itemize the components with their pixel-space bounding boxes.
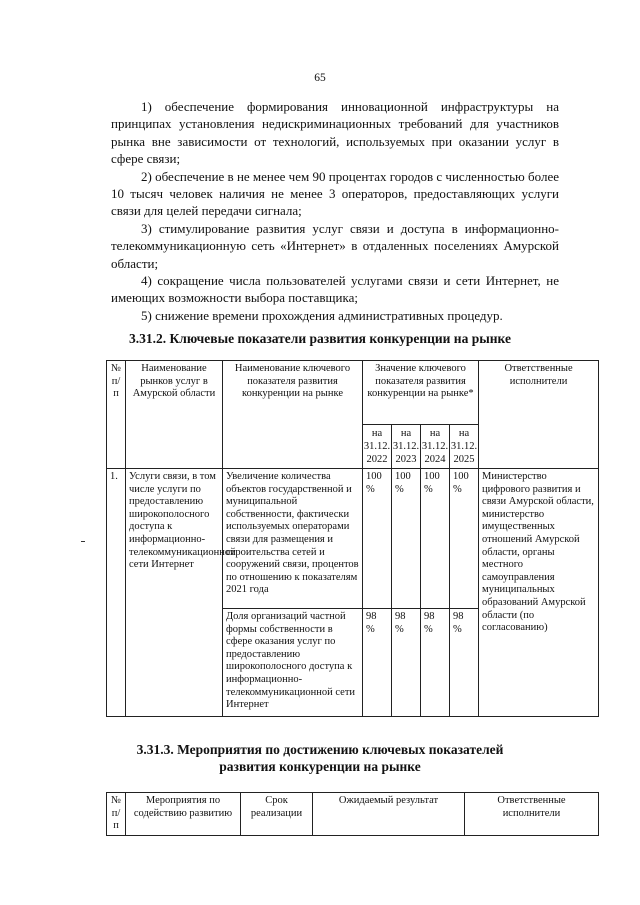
header-year-2025: на 31.12. 2025 bbox=[450, 425, 479, 469]
header-year-2022: на 31.12. 2022 bbox=[363, 425, 392, 469]
indicator-value-cell: 98 % bbox=[450, 609, 479, 717]
scan-mark bbox=[81, 541, 85, 542]
goal-paragraph-3: 3) стимулирование развития услуг связи и доступа в информационно-телекоммуникационную сеть «Интернет» в отдаленных поселениях Амурской области; bbox=[111, 220, 559, 271]
responsible-cell: Министерство цифрового развития и связи Амурской области, министерство имущественных отношений Амурской области, органы местного самоуправления муниципальных образований Амурской области (по согласованию) bbox=[479, 469, 599, 717]
measures-table bbox=[106, 792, 599, 836]
indicator-value-cell: 98 % bbox=[363, 609, 392, 717]
market-name-cell: Услуги связи, в том числе услуги по предоставлению широкополосного доступа к информационно-телекоммуникационной сети Интернет bbox=[126, 469, 223, 717]
page-number: 65 bbox=[314, 72, 326, 84]
key-indicators-table bbox=[106, 360, 599, 717]
header-responsible: Ответственные исполнители bbox=[465, 793, 599, 836]
section-title-key-indicators: 3.31.2. Ключевые показатели развития конкуренции на рынке bbox=[129, 331, 511, 346]
header-market-name: Наименование рынков услуг в Амурской области bbox=[126, 361, 223, 469]
header-year-2024: на 31.12. 2024 bbox=[421, 425, 450, 469]
header-year-2023: на 31.12. 2023 bbox=[392, 425, 421, 469]
goal-paragraph-2: 2) обеспечение в не менее чем 90 процентах городов с численностью более 10 тысяч человек наличия не менее 3 операторов, предоставляющих услуги связи для целей передачи сигнала; bbox=[111, 168, 559, 219]
header-term: Срок реализации bbox=[241, 793, 313, 836]
indicator-name-cell: Доля организаций частной формы собственности в сфере оказания услуг по предоставлению широкополосного доступа к информационно-телекоммуникационной сети Интернет bbox=[223, 609, 363, 717]
table-row bbox=[107, 469, 599, 609]
indicator-value-cell: 98 % bbox=[392, 609, 421, 717]
header-number: № п/п bbox=[107, 793, 126, 836]
indicator-value-cell: 100 % bbox=[363, 469, 392, 609]
header-number: № п/п bbox=[107, 361, 126, 469]
goal-paragraph-1: 1) обеспечение формирования инновационной инфраструктуры на принципах установления недискриминационных требований для участников рынка вне зависимости от технологий, используемых при оказании услуг в сфере связи; bbox=[111, 99, 559, 167]
row-number: 1. bbox=[107, 469, 126, 717]
indicator-value-cell: 100 % bbox=[421, 469, 450, 609]
indicator-name-cell: Увеличение количества объектов государственной и муниципальной собственности, фактически используемых операторами связи для размещения и строительства сетей и сооружений связи, процентов по отношению к показателям 2021 года bbox=[223, 469, 363, 609]
goals-list bbox=[111, 98, 559, 324]
section-title-measures-line-2: развития конкуренции на рынке bbox=[219, 759, 421, 774]
header-measures: Мероприятия по содействию развитию bbox=[126, 793, 241, 836]
indicator-value-cell: 98 % bbox=[421, 609, 450, 717]
header-indicator-value: Значение ключевого показателя развития конкуренции на рынке* bbox=[363, 361, 479, 425]
indicator-value-cell: 100 % bbox=[450, 469, 479, 609]
indicator-value-cell: 100 % bbox=[392, 469, 421, 609]
header-indicator-name: Наименование ключевого показателя развития конкуренции на рынке bbox=[223, 361, 363, 469]
section-title-measures-line-1: 3.31.3. Мероприятия по достижению ключевых показателей bbox=[136, 742, 504, 757]
header-responsible: Ответственные исполнители bbox=[479, 361, 599, 469]
header-expected-result: Ожидаемый результат bbox=[313, 793, 465, 836]
goal-paragraph-5: 5) снижение времени прохождения административных процедур. bbox=[141, 307, 503, 323]
goal-paragraph-4: 4) сокращение числа пользователей услугами связи и сети Интернет, не имеющих возможности выбора поставщика; bbox=[111, 273, 559, 306]
